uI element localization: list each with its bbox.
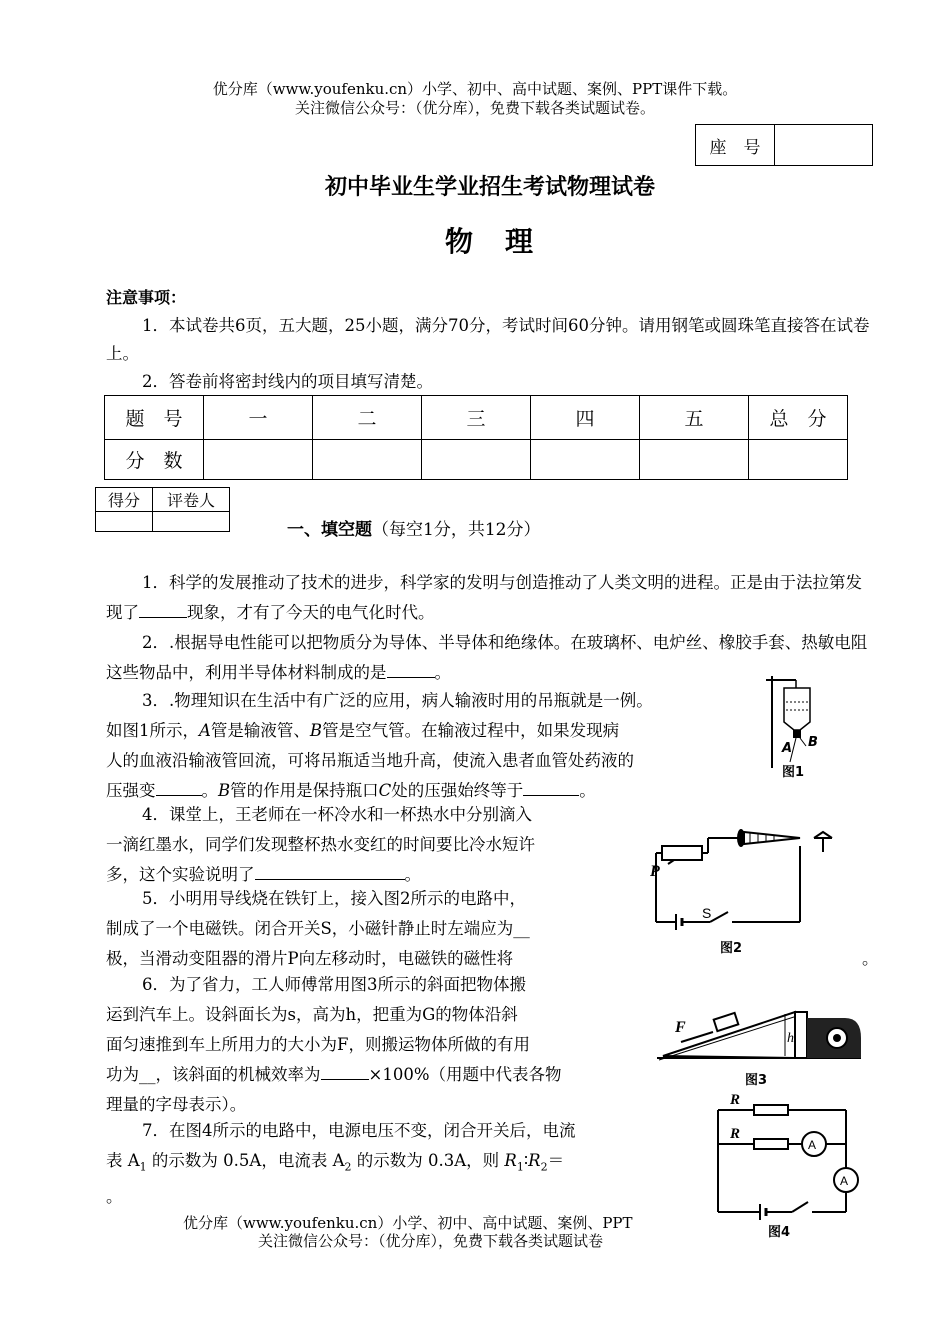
score-cell[interactable] [640, 440, 749, 480]
figure-2-circuit [640, 826, 850, 956]
seat-number-field[interactable] [775, 125, 872, 165]
figure-2-caption: 图2 [720, 941, 743, 956]
notes-item-1: 1．本试卷共6页，五大题，25小题，满分70分，考试时间60分钟。请用钢笔或圆珠笔直接答在试卷上。 [106, 316, 870, 363]
score-table-header: 题 号 [105, 396, 204, 440]
header-line-2: 关注微信公众号：（优分库），免费下载各类试题试卷。 [294, 99, 655, 117]
grader-score-cell[interactable] [96, 512, 153, 532]
q7-text: 表 A [106, 1151, 140, 1170]
q7-sub: 1 [139, 1160, 147, 1174]
q3-text: 处的压强始终等于 [391, 781, 524, 800]
question-7-line [106, 1146, 666, 1182]
figure-1-caption: 图1 [782, 765, 805, 780]
q7-sub: 1 [516, 1160, 524, 1174]
score-cell[interactable] [749, 440, 848, 480]
q3-text: 压强变 [106, 781, 156, 800]
score-table [104, 395, 848, 480]
score-table-score-row [105, 440, 848, 480]
section-title: 一、填空题 [287, 520, 372, 540]
question-3 [106, 686, 766, 806]
answer-blank[interactable] [523, 779, 579, 796]
figure-1-iv-bottle [760, 672, 832, 780]
question-7-line: 。 [106, 1187, 123, 1207]
question-2 [106, 628, 872, 688]
score-cell[interactable] [422, 440, 531, 480]
footer-line-2: 关注微信公众号：（优分库），免费下载各类试题试卷 [258, 1232, 604, 1250]
exam-title: 初中毕业生学业招生考试物理试卷 [324, 175, 655, 200]
question-5-line: 制成了一个电磁铁。闭合开关S，小磁针静止时左端应为__ [106, 919, 530, 938]
figure-4-ammeter-a1: A [840, 1174, 849, 1188]
grader-score-label: 得分 [96, 488, 153, 512]
question-1-text-end: 现象，才有了今天的电气化时代。 [187, 603, 435, 622]
question-1-text: 1．科学的发展推动了技术的进步，科学家的发明与创造推动了人类文明的进程。正是由于法拉第发现了 [106, 573, 862, 622]
figure-2-label-s: S [702, 905, 712, 921]
question-3-line: 3．.物理知识在生活中有广泛的应用，病人输液时用的吊瓶就是一例。 [142, 691, 653, 710]
q3-var-a: A [199, 721, 211, 740]
question-3-line [106, 716, 766, 746]
q7-text: ＝ [547, 1151, 565, 1170]
notes-block [106, 284, 872, 396]
score-cell[interactable] [204, 440, 313, 480]
q3-text: 管的作用是保持瓶口 [230, 781, 379, 800]
q6-text: 功为__，该斜面的机械效率为 [106, 1065, 321, 1084]
score-table-header: 二 [313, 396, 422, 440]
q7-sub: 2 [344, 1160, 352, 1174]
figure-4-caption: 图4 [768, 1225, 791, 1238]
q3-text: 管是输液管、 [210, 721, 310, 740]
grader-name-label: 评卷人 [153, 488, 230, 512]
figure-1-label-a: A [782, 741, 793, 756]
question-5-line: 极，当滑动变阻器的滑片P向左移动时，电磁铁的磁性将 [106, 949, 514, 968]
figure-3-label-f: F [675, 1019, 686, 1036]
question-6-line: 运到汽车上。设斜面长为s，高为h，把重为G的物体沿斜 [106, 1005, 518, 1024]
question-6-line: 理量的字母表示）。 [106, 1095, 247, 1114]
answer-blank[interactable] [139, 601, 187, 618]
answer-blank[interactable] [321, 1063, 369, 1080]
footer-line-1: 优分库（www.youfenku.cn）小学、初中、高中试题、案例、PPT [183, 1214, 633, 1232]
q3-var-c: C [378, 781, 392, 800]
q3-text: 管是空气管。在输液过程中，如果发现病 [322, 721, 620, 740]
q3-var-b: B [309, 721, 323, 740]
question-2-text: 2．.根据导电性能可以把物质分为导体、半导体和绝缘体。在玻璃杯、电炉丝、橡胶手套、热敏电阻这些物品中，利用半导体材料制成的是 [106, 633, 868, 682]
score-table-header-row [105, 396, 848, 440]
score-row-label: 分 数 [105, 440, 204, 480]
question-6 [106, 970, 626, 1120]
q7-text: 的示数为 0.5A，电流表 A [146, 1151, 345, 1170]
score-cell[interactable] [531, 440, 640, 480]
section-heading [287, 515, 540, 540]
notes-heading: 注意事项： [106, 288, 187, 307]
q6-text: ×100%（用题中代表各物 [368, 1065, 562, 1084]
question-4-line: 一滴红墨水，同学们发现整杯热水变红的时间要比冷水短许 [106, 835, 535, 854]
q7-sub: 2 [540, 1160, 548, 1174]
question-4 [106, 800, 626, 890]
question-3-line: 人的血液沿输液管回流，可将吊瓶适当地升高，使流入患者血管处药液的 [106, 751, 634, 770]
score-cell[interactable] [313, 440, 422, 480]
grader-table [95, 487, 230, 532]
score-table-header: 一 [204, 396, 313, 440]
figure-4-circuit [716, 1088, 866, 1238]
header-line-1: 优分库（www.youfenku.cn）小学、初中、高中试题、案例、PPT课件下载。 [212, 80, 738, 98]
figure-4-ammeter-a2: A [808, 1138, 817, 1152]
score-table-header: 总 分 [749, 396, 848, 440]
figure-3-label-h: h [787, 1031, 794, 1046]
figure-3-caption: 图3 [745, 1073, 768, 1088]
question-4-line: 4．课堂上，王老师在一杯冷水和一杯热水中分别滴入 [142, 805, 532, 824]
figure-3-incline [655, 1004, 865, 1096]
score-table-header: 四 [531, 396, 640, 440]
seat-number-label: 座 号 [696, 125, 775, 165]
figure-4-label-r2: R [730, 1126, 741, 1142]
q7-var-r: R [504, 1151, 517, 1170]
question-5-line: 5．小明用导线烧在铁钉上，接入图2所示的电路中， [142, 889, 526, 908]
seat-number-box [695, 124, 873, 166]
question-1 [106, 568, 872, 628]
notes-item-2: 2．答卷前将密封线内的项目填写清楚。 [142, 372, 433, 391]
question-7-line: 7．在图4所示的电路中，电源电压不变，闭合开关后，电流 [142, 1121, 576, 1140]
q7-text: 的示数为 0.3A，则 [351, 1151, 505, 1170]
question-6-line: 6．为了省力，工人师傅常用图3所示的斜面把物体搬 [142, 975, 526, 994]
q4-text: 多，这个实验说明了 [106, 865, 255, 884]
question-2-text-end: 。 [434, 663, 451, 682]
question-5-end: 。 [862, 949, 879, 968]
question-6-line [106, 1060, 626, 1090]
subject-title: 物 理 [444, 225, 535, 258]
question-7 [106, 1116, 666, 1212]
question-5 [106, 884, 626, 974]
question-6-line: 面匀速推到车上所用力的大小为F，则搬运物体所做的有用 [106, 1035, 530, 1054]
answer-blank[interactable] [387, 661, 435, 678]
answer-blank[interactable] [156, 779, 202, 796]
q7-text: ∶ [523, 1151, 529, 1170]
q7-var-r: R [528, 1151, 541, 1170]
figure-2-label-p: P [650, 863, 660, 880]
q3-var-b: B [218, 781, 231, 800]
grader-name-cell[interactable] [153, 512, 230, 532]
answer-blank[interactable] [255, 863, 405, 880]
q3-text: 如图1所示， [106, 721, 199, 740]
figure-4-label-r1: R [730, 1092, 741, 1108]
q3-text: 。 [579, 781, 596, 800]
score-table-header: 五 [640, 396, 749, 440]
q4-text: 。 [404, 865, 421, 884]
score-table-header: 三 [422, 396, 531, 440]
q3-text: 。 [201, 781, 218, 800]
section-note: （每空1分，共12分） [372, 520, 541, 540]
figure-1-label-b: B [808, 735, 818, 750]
